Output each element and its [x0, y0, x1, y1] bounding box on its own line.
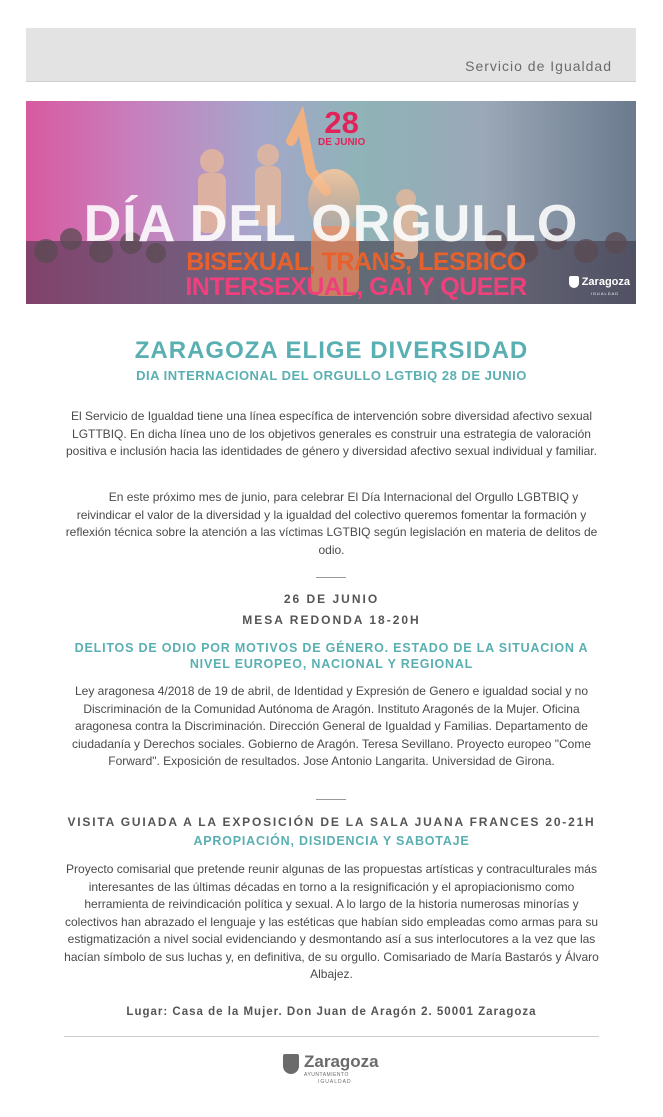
intro-paragraph-1: El Servicio de Igualdad tiene una línea específica de intervención sobre diversidad afectivo sexual LGTTBIQ. En dicha línea uno de los objetivos generales es construir una estrategia de valoración positiva e inclusión hacia las identidades de género y diversidad afectivo sexual individual y familiar.: [66, 409, 597, 458]
event-date: 26 DE JUNIO: [283, 592, 380, 606]
footer-logo-name: Zaragoza: [304, 1052, 379, 1071]
banner-logo-name: Zaragoza: [581, 276, 630, 288]
event2-heading: VISITA GUIADA A LA EXPOSICIÓN DE LA SALA JUANA FRANCES 20-21H: [67, 815, 596, 829]
footer-divider: [64, 1036, 599, 1037]
banner-date-word: DE JUNIO: [318, 137, 366, 148]
service-label: Servicio de Igualdad: [465, 58, 612, 74]
event-location: Lugar: Casa de la Mujer. Don Juan de Aragón 2. 50001 Zaragoza: [126, 1006, 537, 1018]
event-type: MESA REDONDA 18-20H: [242, 613, 421, 627]
banner-logo-sub: IGUALDAD: [590, 291, 620, 296]
divider: [316, 799, 346, 800]
shield-icon: [283, 1054, 299, 1074]
event2-title: APROPIACIÓN, DISIDENCIA Y SABOTAJE: [193, 834, 470, 848]
pride-banner: [26, 101, 636, 304]
shield-icon: [569, 276, 579, 288]
event2-description: Proyecto comisarial que pretende reunir algunas de las propuestas artísticas y contraculturales más interesantes de las últimas décadas en torno a la resignificación y el apropiacionismo como herramienta de reivindicación política y sexual. A lo largo de la historia numerosas minorías y colectivos han abrazado el lenguaje y las estéticas que habían sido empleadas como armas para su estigmatización a nivel social evidenciando y desmontando así a sus interlocutores a la vez que las hacían símbolo de sus luchas y, en definitiva, de su orgullo. Comisariado de María Bastarós y Álvaro Albajez.: [64, 862, 599, 981]
divider: [316, 577, 346, 578]
event1-description: Ley aragonesa 4/2018 de 19 de abril, de Identidad y Expresión de Genero e igualdad social y no Discriminación de la Comunidad Autónoma de Aragón. Instituto Aragonés de la Mujer. Oficina aragonesa contra la Discriminación. Dirección General de Igualdad y Familias. Departamento de ciudadanía y Derechos sociales. Gobierno de Aragón. Teresa Sevillano. Proyecto europeo "Come Forward". Exposición de resultados. Jose Antonio Langarita. Universidad de Girona.: [71, 684, 591, 768]
header-bar: [26, 28, 636, 82]
banner-date: [318, 107, 365, 148]
intro-paragraph-2: En este próximo mes de junio, para celebrar El Día Internacional del Orgullo LGBTBIQ y reivindicar el valor de la diversidad y la igualdad del colectivo queremos fomentar la formación y reflexión técnica sobre la atención a las víctimas LGTBIQ según legislación en materia de delitos de odio.: [65, 490, 598, 557]
page-subtitle: DIA INTERNACIONAL DEL ORGULLO LGTBIQ 28 DE JUNIO: [136, 368, 527, 383]
banner-line-1: BISEXUAL, TRANS, LESBICO: [186, 248, 526, 276]
event1-title: DELITOS DE ODIO POR MOTIVOS DE GÉNERO. ESTADO DE LA SITUACION A NIVEL EUROPEO, NACIONAL Y REGIONAL: [74, 641, 589, 671]
banner-date-number: 28: [324, 105, 359, 140]
footer-logo-line1: AYUNTAMIENTO: [304, 1072, 349, 1078]
banner-title: DÍA DEL ORGULLO: [83, 195, 579, 253]
footer-logo-line2: IGUALDAD: [318, 1079, 352, 1085]
footer-zaragoza-logo: [283, 1052, 379, 1087]
page-title: ZARAGOZA ELIGE DIVERSIDAD: [134, 337, 529, 364]
banner-zaragoza-logo: [569, 276, 630, 296]
banner-line-2: INTERSEXUAL, GAI Y QUEER: [185, 273, 527, 301]
